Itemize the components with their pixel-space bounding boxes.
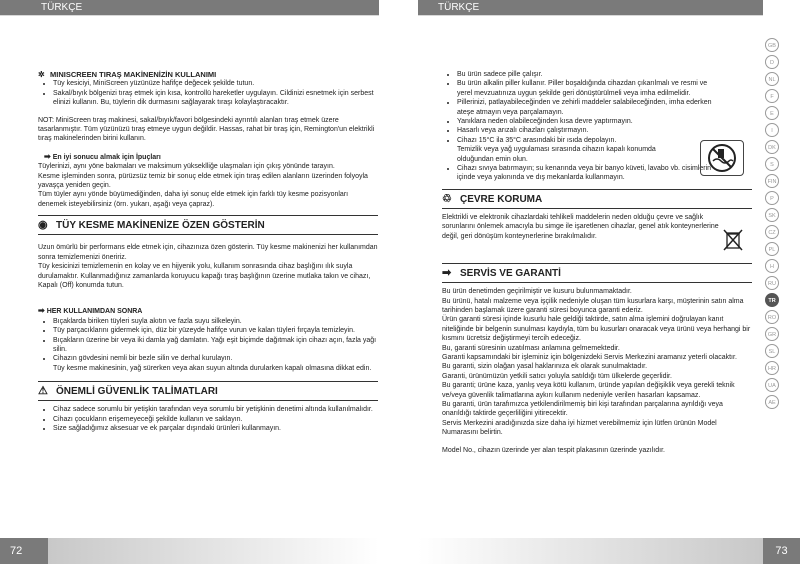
tips-paragraph: Tüylerinizi, aynı yöne bakmaları ve maksimum yükseklliğe ulaşmaları için çıkış yönünde tarayın. Kesme işleminden sonra, pürüzsüz temiz bir sonuç elde etmek için tıraş edilen alanların üzerinden folyoyla yavaşça yeniden geçin. Tüm tüyler aynı yönde büyümediğinden, daha iyi sonuç elde etmek için farklı tüy kesme pozisyonları denemek isteyebilirsiniz (örn. yukarı, aşağı veya çapraz). [38, 163, 368, 208]
list-item: • Cihazı sıvıya batırmayın; su kenarında veya bir banyo küveti, lavabo vb. cisimlerin içinde veya yakınında ve dış mekanlarda kullanmayın. [457, 164, 712, 183]
header-divider-left [0, 15, 379, 16]
language-tab-tr[interactable]: TR [765, 293, 779, 307]
safety-list-continued [442, 70, 712, 145]
section-care-heading [38, 215, 378, 235]
after-use-heading: ➡ HER KULLANIMDAN SONRA [38, 306, 143, 316]
tips-heading: ➡ En iyi sonucu almak için İpuçları [44, 151, 161, 161]
list-item: • Size sağladığımız aksesuar ve ek parçalar dışındaki ürünleri kullanmayın. [53, 424, 378, 433]
list-item: • Bıçaklarda biriken tüyleri suyla akıtın ve fazla suyu silkeleyin. [53, 317, 378, 326]
language-tab-sk[interactable]: SK [765, 208, 779, 222]
language-tab-sl[interactable]: SL [765, 344, 779, 358]
language-tab-gr[interactable]: GR [765, 327, 779, 341]
arrow-right-icon: ➡ [442, 267, 452, 280]
warning-icon: ⚠ [38, 385, 48, 398]
list-item: • Pillerinizi, patlayabileceğinden ve zehirli maddeler salabileceğinden, imha ederken ateşe atmayın veya parçalamayın. [457, 98, 712, 117]
language-tab-ru[interactable]: RU [765, 276, 779, 290]
page-number-left: 72 [0, 538, 48, 564]
language-tab-s[interactable]: S [765, 157, 779, 171]
sun-icon: ✲ [38, 70, 45, 79]
header-divider-right [418, 15, 763, 16]
footer-fade-right [418, 538, 763, 564]
right-page-content [442, 70, 752, 455]
note-paragraph: NOT: MiniScreen tıraş makinesi, sakal/bıyık/favori bölgesindeki ayrıntılı alanları tıraş etmek üzere tasarlanmıştır. Tüm yüzünüzü tıraş etmeye uygun değildir. Hassas, rahat bir tıraş için, Remington'un elektrikli tıraş makinelerinden birini kullanın. [38, 116, 375, 143]
language-tab-p[interactable]: P [765, 191, 779, 205]
language-tab-e[interactable]: E [765, 106, 779, 120]
header-left: TÜRKÇE [0, 0, 379, 15]
section-safety-heading [38, 381, 378, 401]
section-environment-title: ÇEVRE KORUMA [460, 193, 543, 205]
footer-fade-left [48, 538, 379, 564]
eye-icon: ◉ [38, 219, 48, 232]
list-item: • Sakal/bıyık bölgenizi tıraş etmek için kısa, kontrollü hareketler uygulayın. Cildinizi esnetmek için serbest elinizi kullanın. Bu, tüylerin dik durmasını sağlayarak tıraşı kolaylaştıracaktır. [53, 89, 378, 108]
list-item: • Cihazın gövdesini nemli bir bezle silin ve derhal kurulayın. [53, 354, 378, 363]
section-usage-title: MINISCREEN TIRAŞ MAKİNENİZİN KULLANIMI [50, 70, 217, 79]
crossed-bin-icon [722, 228, 744, 252]
recycle-icon: ♲ [442, 192, 452, 205]
model-note: Model No., cihazın üzerinde yer alan tespit plakasının üzerinde yazılıdır. [442, 446, 665, 454]
language-tab-gb[interactable]: GB [765, 38, 779, 52]
care-paragraph: Uzun ömürlü bir performans elde etmek için, cihazınıza özen gösterin. Tüy kesme makinenizi her kullanımdan sonra temizlemenizi öneririz. Tüy kesicinizi temizlemenin en kolay ve en hijyenik yolu, kullanım sonrasında cihaz başlığını ılık suyla durulamaktır. Kullanmadığınız zamanlarda koruyucu kapağı tıraş başlığının üzerine mutlaka takın ve cihazı, Kapalı (Off) konumda tutun. [38, 244, 378, 289]
language-index [765, 38, 781, 412]
usage-list [38, 79, 378, 107]
language-tab-ua[interactable]: UA [765, 378, 779, 392]
after-use-note: Tüy kesme makinesinin, yağ sürerken veya akan suyun altında durularken kapalı olmasına dikkat edin. [53, 364, 372, 372]
header-right: TÜRKÇE [418, 0, 763, 15]
safety-list-last [442, 164, 712, 183]
section-service-heading [442, 263, 752, 283]
language-tab-fin[interactable]: FIN [765, 174, 779, 188]
service-paragraph: Bu ürün denetimden geçirilmiştir ve kusuru bulunmamaktadır. Bu ürünü, hatalı malzeme veya işçilik nedeniyle oluşan tüm kusurlara karşı, müşterinin satın alma tarihinden başlamak üzere garanti süresi boyunca garanti ederiz. Ürün garanti süresi içinde kusurlu hale geldiği taktirde, satın alma işlemini doğrulayan kanıt niteliğinde bir belgenin sunulması kaydıyla, tüm bu kusurları onaracak veya ürünü veya herhangi bir kısmını ücretsiz değiştirmeyi tercih edeceğiz. Bu, garanti süresinin uzatılması anlamına gelmemektedir. Garanti kapsamındaki bir işleminiz için bölgenizdeki Servis Merkezini aramanız yeterli olacaktır. Bu garanti, sizin olağan yasal haklarınıza ek olarak sunulmaktadır. Garanti, ürünümüzün yetkili satıcı yoluyla satıldığı tüm ülkelerde geçerlidir. Bu garanti; ürüne kaza, yanlış veya kötü kullanım, üründe yapılan değişiklik veya gerekli teknik ve/veya güvenlik talimatlarına aykırı kullanım nedeniyle verilen hasarları kapsamaz. Bu garanti, ürün tarafımızca yetkilendirilmemiş biri kişi tarafından parçalarına ayrıldığı veya onarıldığı taktirde geçerliliğini yitirecektir. Servis Merkezini aradığınızda size daha iyi hizmet verebilmemiz için lütfen ürünün Model Numarasını belirtin. [442, 288, 751, 437]
section-environment-heading [442, 189, 752, 209]
list-item: • Hasarlı veya arızalı cihazları çalıştırmayın. [457, 126, 712, 135]
section-care-title: TÜY KESME MAKİNENİZE ÖZEN GÖSTERİN [56, 220, 265, 232]
language-tab-ro[interactable]: RO [765, 310, 779, 324]
language-tab-dk[interactable]: DK [765, 140, 779, 154]
language-tab-i[interactable]: I [765, 123, 779, 137]
section-safety-title: ÖNEMLİ GÜVENLİK TALİMATLARI [56, 386, 218, 398]
language-tab-pl[interactable]: PL [765, 242, 779, 256]
language-tab-ae[interactable]: AE [765, 395, 779, 409]
storage-note: Temizlik veya yağ uygulaması sırasında cihazın kapalı konumda olduğundan emin olun. [457, 146, 656, 163]
list-item: • Bu ürün alkalin piller kullanır. Piller boşaldığında cihazdan çıkarılmalı ve resmi ve yerel mevzuatınıza uygun şekilde geri dönüştürülmeli veya imha edilmelidir. [457, 79, 712, 98]
page-number-right: 73 [763, 538, 800, 564]
list-item: • Cihaz sadece sorumlu bir yetişkin tarafından veya sorumlu bir yetişkinin denetimi altında kullanılmalıdır. [53, 405, 378, 414]
language-tab-f[interactable]: F [765, 89, 779, 103]
section-usage-heading [38, 70, 378, 79]
environment-paragraph: Elektrikli ve elektronik cihazlardaki tehlikeli maddelerin neden olduğu çevre ve sağlık sorunlarını önlemek amacıyla bu simge ile işaretlenen cihazlar, genel atık konteynerlerine değil, geri dönüşüm konteynerlerine bırakılmalıdır. [442, 213, 719, 240]
arrow-right-icon: ➡ [44, 151, 51, 161]
language-tab-cz[interactable]: CZ [765, 225, 779, 239]
list-item: • Tüy parçacıklarını gidermek için, düz bir yüzeyde hafifçe vurun ve kalan tüyleri fırçayla temizleyin. [53, 326, 378, 335]
list-item: • Bu ürün sadece pille çalışır. [457, 70, 712, 79]
list-item: • Yanıklara neden olabileceğinden kısa devre yaptırmayın. [457, 117, 712, 126]
after-use-list [38, 317, 378, 364]
language-tab-d[interactable]: D [765, 55, 779, 69]
language-tab-h[interactable]: H [765, 259, 779, 273]
arrow-right-icon: ➡ [38, 306, 45, 316]
no-water-icon [700, 140, 744, 176]
list-item: • Cihazı 15°C ila 35°C arasındaki bir ısıda depolayın. [457, 136, 712, 145]
language-tab-hr[interactable]: HR [765, 361, 779, 375]
list-item: • Tüy kesiciyi, MiniScreen yüzünüze hafifçe değecek şekilde tutun. [53, 79, 378, 88]
list-item: • Bıçakların üzerine bir veya iki damla yağ damlatın. Yağı eşit biçimde dağıtmak için cihazı açın, fazla yağı silin. [53, 336, 378, 355]
left-page-content [38, 70, 378, 433]
section-service-title: SERVİS VE GARANTİ [460, 268, 561, 280]
list-item: • Cihazı çocukların erişemeyeceği şekilde kullanın ve saklayın. [53, 415, 378, 424]
language-tab-nl[interactable]: NL [765, 72, 779, 86]
safety-list [38, 405, 378, 433]
